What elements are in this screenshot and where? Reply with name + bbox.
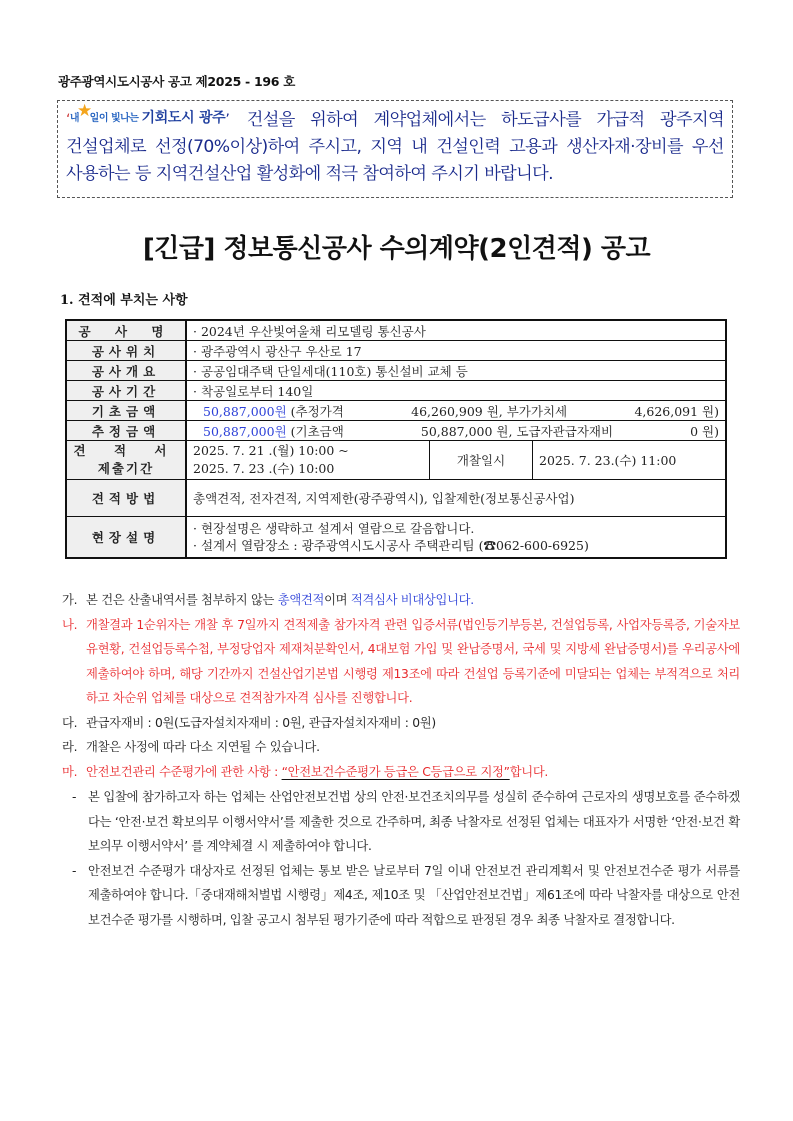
estimated-amount: 50,887,000원 <box>203 423 287 439</box>
value-overview: · 공공임대주택 단일세대(110호) 통신설비 교체 등 <box>186 361 726 381</box>
notes-list <box>62 588 740 932</box>
label-overview: 공사개요 <box>66 361 186 381</box>
table-row-estimated-amount <box>66 421 726 441</box>
label-estimated-amount: 추정금액 <box>66 421 186 441</box>
table-row-location <box>66 341 726 361</box>
table-row-overview <box>66 361 726 381</box>
label-method: 견적방법 <box>66 480 186 517</box>
sub-note-1: - 본 입찰에 참가하고자 하는 업체는 산업안전보건법 상의 안전·보건조치의무를 성실히 준수하여 근로자의 생명보호를 준수하겠다는 ‘안전·보건 확보의무 이행서약서’를 제출한 것으로 간주하며, 최종 낙찰자로 선정된 업체는 대표자가 서명한 ‘안전·보건 확보의무 이행서약서’ 를 계약체결 시 제출하여야 합니다. <box>72 790 740 853</box>
label-site-briefing: 현장설명 <box>66 517 186 559</box>
star-icon: ★ <box>77 101 92 121</box>
note-na: 나. 개찰결과 1순위자는 개찰 후 7일까지 견적제출 참가자격 관련 입증서류(법인등기부등본, 건설업등록, 사업자등록증, 기술자보유현황, 건설업등록수첩, 부정당업자 제재처분확인서, 4대보험 가입 및 완납증명서, 국세 및 지방세 완납증명서)를 우리공사에 제출하여야 하며, 해당 기간까지 건설산업기본법 시행령 제13조에 따라 건설업 등록기준에 미달되는 업체는 부적격으로 처리하고 차순위 업체를 대상으로 견적참가자격 심사를 진행합니다. <box>62 617 740 705</box>
banner-line-3: 사용하는 등 지역건설산업 활성화에 적극 참여하여 주시기 바랍니다. <box>66 164 553 184</box>
value-submission-period: 2025. 7. 21 .(월) 10:00 ~ 2025. 7. 23 .(수) 10:00 <box>186 441 430 480</box>
bid-info-table <box>65 319 727 559</box>
notice-number: 광주광역시도시공사 공고 제2025 - 196 호 <box>58 74 296 89</box>
phone-contact: · 설계서 열람장소 : 광주광역시도시공사 주택관리팀 (☎062-600-6925) <box>193 538 589 553</box>
value-method: 총액견적, 전자견적, 지역제한(광주광역시), 입찰제한(정보통신공사업) <box>186 480 726 517</box>
value-opening-date: 2025. 7. 23.(수) 11:00 <box>533 441 727 480</box>
city-slogan-logo: ‘ 내 ★ 일이 빛나는 기회도시 광주 ’ <box>66 107 229 134</box>
table-row-site <box>66 517 726 559</box>
label-project-name: 공 사 명 <box>66 320 186 341</box>
note-da: 다. 관급자재비 : 0원(도급자설치자재비 : 0원, 관급자설치자재비 : 0원) <box>62 715 436 730</box>
label-submission-period: 견 적 서 제출기간 <box>66 441 186 480</box>
label-location: 공사위치 <box>66 341 186 361</box>
note-ga: 가. 본 건은 산출내역서를 첨부하지 않는 총액견적이며 적격심사 비대상입니다. <box>62 593 474 607</box>
table-row-name <box>66 320 726 341</box>
table-row-submission <box>66 441 726 480</box>
value-base-amount: 50,887,000원 (추정가격 46,260,909 원, 부가가치세 4,626,091 원) <box>186 401 726 421</box>
label-base-amount: 기초금액 <box>66 401 186 421</box>
sub-note-2: - 안전보건 수준평가 대상자로 선정된 업체는 통보 받은 날로부터 7일 이내 안전보건 관리계획서 및 안전보건수준 평가 서류를 제출하여야 합니다.「중대재해처벌법 시행령」제4조, 제10조 및 「산업안전보건법」제61조에 따라 낙찰자를 대상으로 안전보건수준 평가를 시행하며, 입찰 공고시 첨부된 평가기준에 따라 적합으로 판정된 경우 최종 낙찰자로 결정합니다. <box>72 863 740 927</box>
base-amount: 50,887,000원 <box>203 403 287 419</box>
label-opening-date: 개찰일시 <box>430 441 533 480</box>
value-location: · 광주광역시 광산구 우산로 17 <box>186 341 726 361</box>
page-title: [긴급] 정보통신공사 수의계약(2인견적) 공고 <box>142 234 651 264</box>
table-row-period <box>66 381 726 401</box>
note-ma: 마. 안전보건관리 수준평가에 관한 사항 : “안전보건수준평가 등급은 C등급으로 지정”합니다. <box>62 764 549 779</box>
banner-line-1: ‘ 내 ★ 일이 빛나는 기회도시 광주 ’ 건설을 위하여 계약업체에서는 하도급사를 가급적 광주지역 <box>66 107 724 134</box>
promo-banner <box>57 100 733 198</box>
label-period: 공사기간 <box>66 381 186 401</box>
note-ra: 라. 개찰은 사정에 따라 다소 지연될 수 있습니다. <box>62 740 320 754</box>
section-heading: 1. 견적에 부치는 사항 <box>60 293 188 308</box>
banner-line-2: 건설업체로 선정(70%이상)하여 주시고, 지역 내 건설인력 고용과 생산자재·장비를 우선 <box>66 137 724 157</box>
safety-grade-statement: “안전보건수준평가 등급은 C등급으로 지정” <box>281 764 510 779</box>
value-site-briefing: · 현장설명은 생략하고 설계서 열람으로 갈음합니다. · 설계서 열람장소 : 광주광역시도시공사 주택관리팀 (☎062-600-6925) <box>186 517 726 559</box>
value-period: · 착공일로부터 140일 <box>186 381 726 401</box>
table-row-base-amount <box>66 401 726 421</box>
value-project-name: · 2024년 우산빛여울채 리모델링 통신공사 <box>186 320 726 341</box>
value-estimated-amount: 50,887,000원 (기초금액 50,887,000 원, 도급자관급자재비 0 원) <box>186 421 726 441</box>
table-row-method <box>66 480 726 517</box>
